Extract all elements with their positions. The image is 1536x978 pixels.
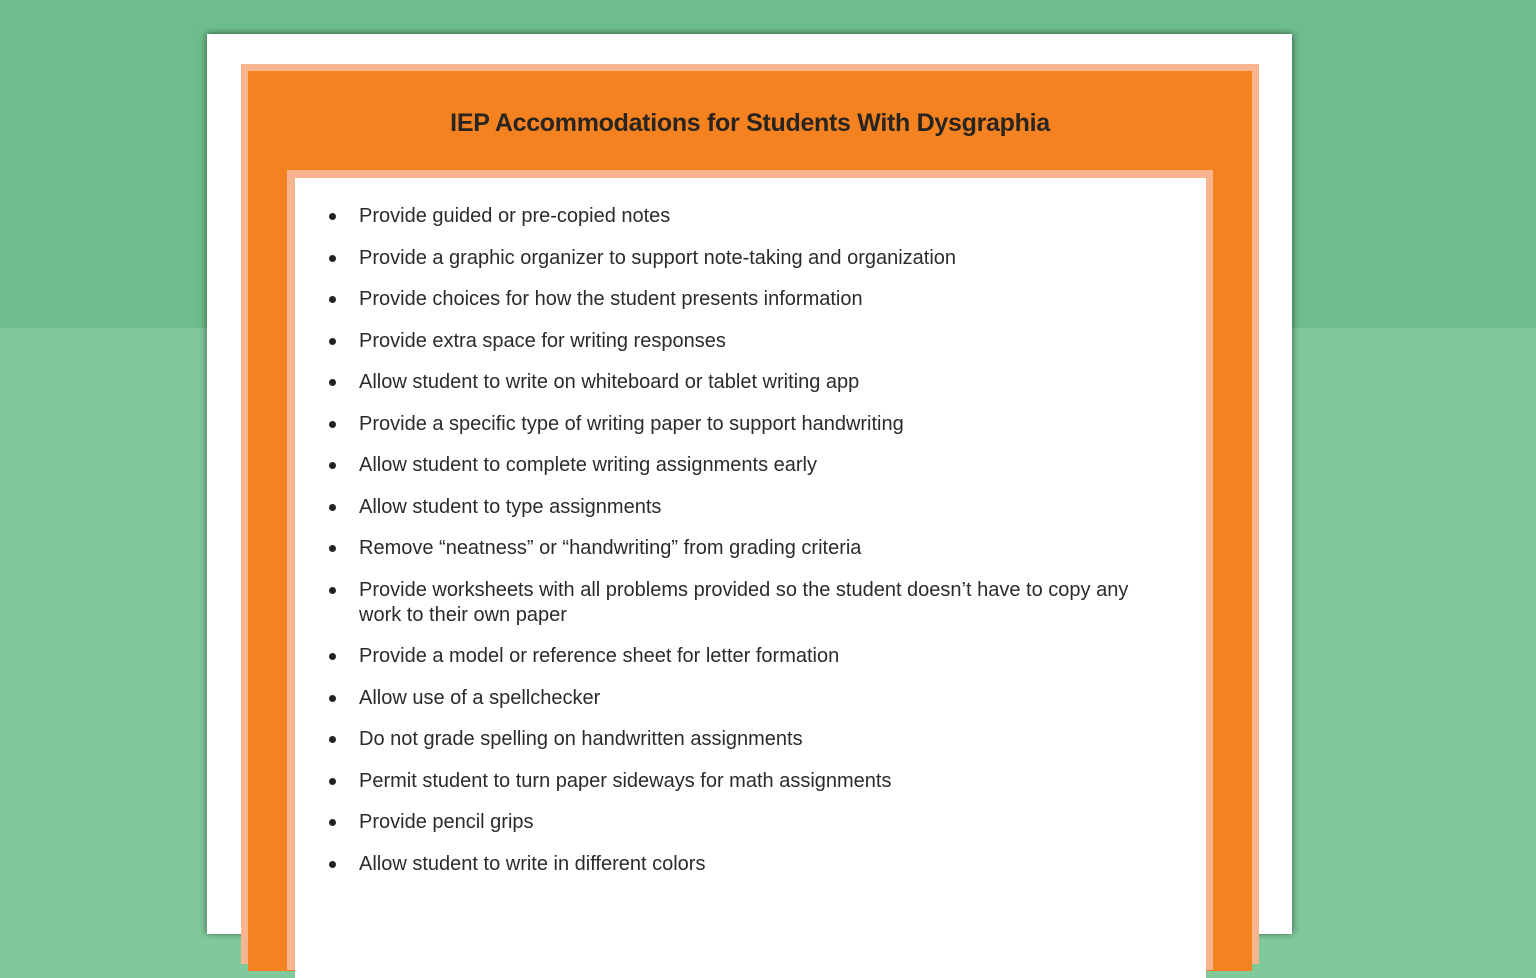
list-item: [295, 536, 1206, 561]
bullet-icon: [329, 778, 336, 785]
list-item-text: Remove “neatness” or “handwriting” from grading criteria: [359, 537, 862, 559]
list-item-text: Allow student to write in different colors: [359, 852, 706, 875]
bullet-icon: [329, 421, 336, 428]
list-item: [295, 204, 1206, 229]
document-title: IEP Accommodations for Students With Dysgraphia: [450, 109, 1050, 137]
content-area: [295, 178, 1206, 978]
bullet-icon: [329, 255, 336, 262]
list-item-text: Provide choices for how the student presents information: [359, 288, 863, 310]
list-item: [295, 727, 1206, 752]
list-item: [295, 412, 1206, 437]
list-item: [295, 287, 1206, 312]
list-item-text: Provide extra space for writing responses: [359, 329, 726, 352]
list-item-text: Provide guided or pre-copied notes: [359, 205, 671, 227]
bullet-icon: [329, 653, 336, 660]
bullet-icon: [329, 379, 336, 386]
bullet-icon: [329, 462, 336, 469]
list-item-text: Provide pencil grips: [359, 811, 534, 833]
list-item: [295, 370, 1206, 395]
list-item: [295, 644, 1206, 669]
list-item: [295, 329, 1206, 354]
list-item-text: Do not grade spelling on handwritten assignments: [359, 728, 803, 750]
bullet-icon: [329, 545, 336, 552]
list-item-text: Permit student to turn paper sideways for math assignments: [359, 769, 892, 792]
list-item-text: Allow student to complete writing assignments early: [359, 454, 817, 476]
list-item-text: Allow use of a spellchecker: [359, 686, 601, 709]
bullet-icon: [329, 861, 336, 868]
orange-panel: [248, 71, 1252, 971]
inner-peach-frame: [287, 170, 1213, 970]
bullet-icon: [329, 587, 336, 594]
list-item: [295, 686, 1206, 711]
document-page: [207, 34, 1292, 934]
bullet-icon: [329, 213, 336, 220]
bullet-icon: [329, 695, 336, 702]
list-item: [295, 495, 1206, 520]
bullet-icon: [329, 736, 336, 743]
bullet-icon: [329, 338, 336, 345]
list-item: [295, 246, 1206, 271]
list-item: [295, 578, 1206, 628]
list-item: [295, 852, 1206, 877]
list-item-text: Provide a specific type of writing paper to support handwriting: [359, 412, 904, 435]
bullet-icon: [329, 819, 336, 826]
bullet-icon: [329, 504, 336, 511]
outer-peach-frame: [241, 64, 1259, 964]
list-item: [295, 769, 1206, 794]
list-item-text: Provide a model or reference sheet for letter formation: [359, 645, 840, 667]
accommodations-list: [295, 204, 1206, 893]
list-item-text: Allow student to write on whiteboard or tablet writing app: [359, 371, 860, 393]
list-item: [295, 810, 1206, 835]
bullet-icon: [329, 296, 336, 303]
list-item-text: Allow student to type assignments: [359, 495, 662, 518]
list-item-text: Provide worksheets with all problems provided so the student doesn’t have to copy any work to their own paper: [359, 578, 1129, 626]
list-item-text: Provide a graphic organizer to support note-taking and organization: [359, 246, 957, 269]
list-item: [295, 453, 1206, 478]
